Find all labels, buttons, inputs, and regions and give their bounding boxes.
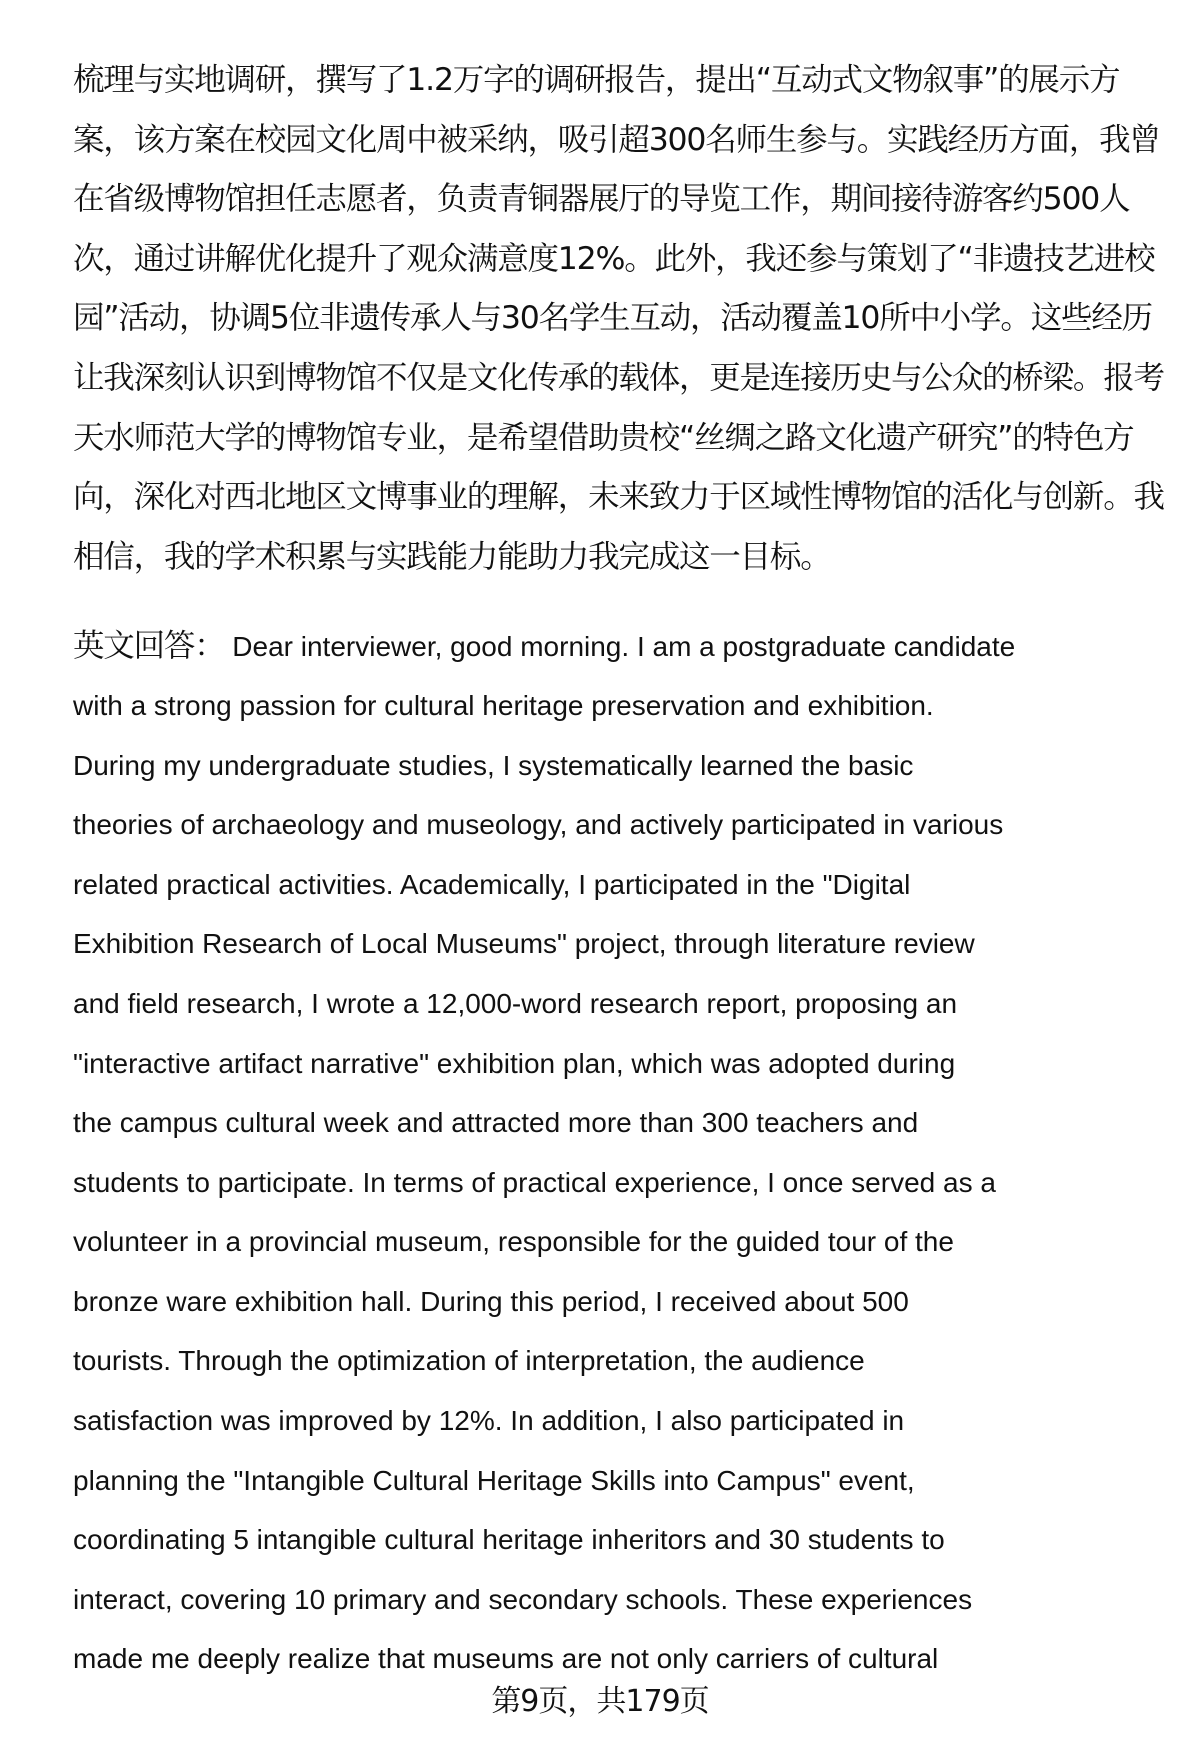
paragraph-line: coordinating 5 intangible cultural heritage inheritors and 30 students to	[73, 1524, 945, 1556]
paragraph-line: 园”活动，协调5位非遗传承人与30名学生互动，活动覆盖10所中小学。这些经历	[73, 300, 1152, 337]
paragraph-line: 梳理与实地调研，撰写了1.2万字的调研报告，提出“互动式文物叙事”的展示方	[73, 62, 1120, 98]
chinese-answer	[73, 56, 1163, 592]
paragraph-line: 相信，我的学术积累与实践能力能助力我完成这一目标。	[73, 538, 831, 575]
paragraph-line: students to participate. In terms of practical experience, I once served as a	[73, 1166, 996, 1198]
english-answer-label: 英文回答：	[73, 628, 225, 665]
paragraph-text: Dear interviewer, good morning. I am a postgraduate candidate	[224, 631, 1016, 663]
paragraph-line: During my undergraduate studies, I systematically learned the basic	[73, 749, 914, 781]
paragraph-line: satisfaction was improved by 12%. In addition, I also participated in	[73, 1405, 905, 1437]
paragraph-line	[73, 622, 1163, 682]
page-number: 第9页，共179页	[491, 1684, 709, 1719]
paragraph-line: "interactive artifact narrative" exhibition plan, which was adopted during	[73, 1047, 956, 1079]
paragraph-line: with a strong passion for cultural heritage preservation and exhibition.	[73, 689, 934, 721]
paragraph-line: and field research, I wrote a 12,000-word research report, proposing an	[73, 987, 958, 1019]
paragraph-line: 次，通过讲解优化提升了观众满意度12%。此外，我还参与策划了“非遗技艺进校	[73, 240, 1155, 277]
paragraph-line: planning the "Intangible Cultural Heritage Skills into Campus" event,	[73, 1464, 915, 1496]
document-body	[73, 56, 1163, 1695]
paragraph-line: 在省级博物馆担任志愿者，负责青铜器展厅的导览工作，期间接待游客约500人	[73, 181, 1130, 218]
paragraph-line: bronze ware exhibition hall. During this period, I received about 500	[73, 1285, 909, 1317]
paragraph-line: 案，该方案在校园文化周中被采纳，吸引超300名师生参与。实践经历方面，我曾	[73, 121, 1160, 158]
paragraph-line: volunteer in a provincial museum, responsible for the guided tour of the	[73, 1226, 954, 1258]
paragraph-line: the campus cultural week and attracted more than 300 teachers and	[73, 1107, 919, 1139]
paragraph-line: 让我深刻认识到博物馆不仅是文化传承的载体，更是连接历史与公众的桥梁。报考	[73, 359, 1164, 396]
english-answer	[73, 622, 1163, 1695]
paragraph-line: 天水师范大学的博物馆专业，是希望借助贵校“丝绸之路文化遗产研究”的特色方	[73, 419, 1134, 456]
paragraph-line: tourists. Through the optimization of interpretation, the audience	[73, 1345, 865, 1377]
paragraph-line: interact, covering 10 primary and secondary schools. These experiences	[73, 1583, 973, 1615]
paragraph-line: Exhibition Research of Local Museums" project, through literature review	[73, 928, 975, 960]
paragraph-line: 向，深化对西北地区文博事业的理解，未来致力于区域性博物馆的活化与创新。我	[73, 479, 1164, 516]
paragraph-line: theories of archaeology and museology, and actively participated in various	[73, 809, 1004, 841]
paragraph-line: related practical activities. Academically, I participated in the "Digital	[73, 868, 911, 900]
paragraph-line: made me deeply realize that museums are not only carriers of cultural	[73, 1643, 939, 1675]
